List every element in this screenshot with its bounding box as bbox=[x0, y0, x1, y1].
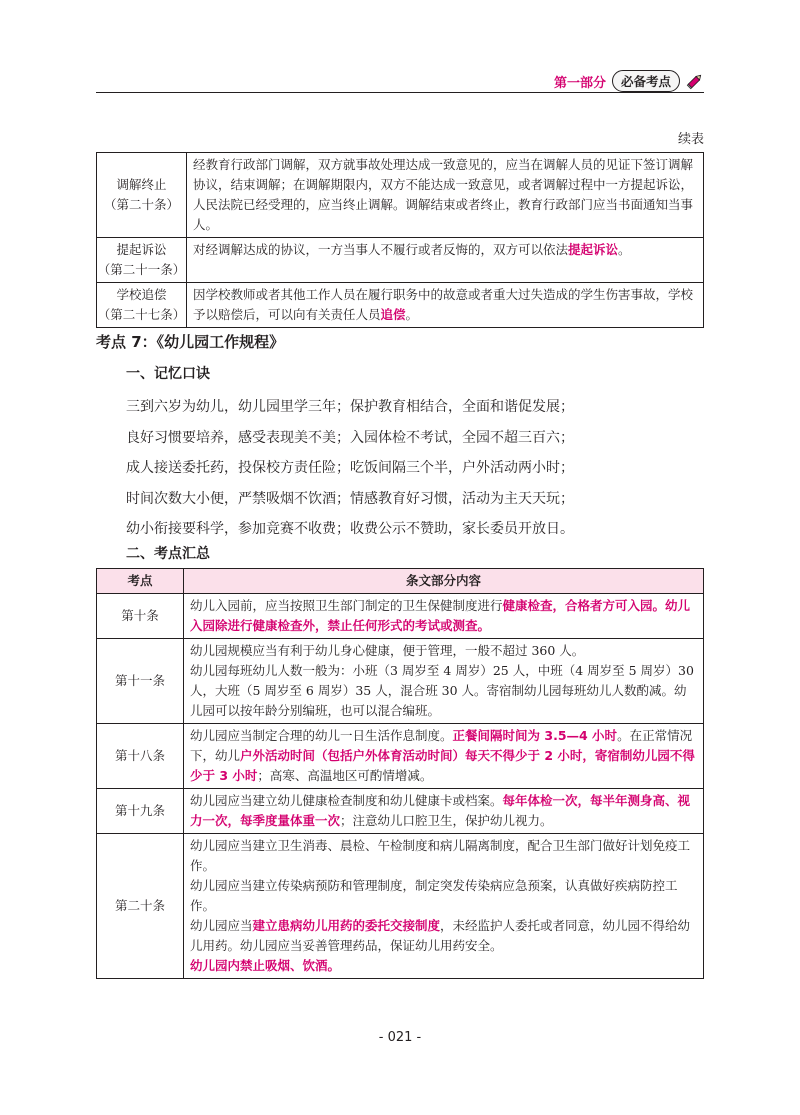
row-key bbox=[97, 283, 187, 328]
content-paragraph bbox=[190, 726, 697, 786]
page-number: - 021 - bbox=[378, 1030, 422, 1045]
header-group bbox=[554, 70, 704, 92]
continued-table bbox=[96, 152, 704, 328]
content-paragraph bbox=[190, 596, 697, 636]
article-cell: 第十条 bbox=[97, 594, 184, 639]
section-badge: 必备考点 bbox=[612, 70, 680, 92]
summary-table bbox=[96, 568, 704, 979]
article-content bbox=[184, 639, 704, 724]
table-row bbox=[97, 238, 704, 283]
body-text: 经教育行政部门调解，双方就事故处理达成一致意见的，应当在调解人员的见证下签订调解协议，结束调解；在调解期限内，双方不能达成一致意见，或者调解过程中一方提起诉讼，人民法院已经受理的，应当终止调解。调解结束或者终止，教育行政部门应当书面通知当事人。 bbox=[193, 157, 694, 232]
table-row bbox=[97, 283, 704, 328]
continued-label: 续表 bbox=[677, 132, 704, 147]
body-text: 幼儿园应当制定合理的幼儿一日生活作息制度。 bbox=[190, 728, 453, 743]
table-row bbox=[97, 724, 704, 789]
row-content bbox=[187, 283, 704, 328]
body-text: 幼儿入园前，应当按照卫生部门制定的卫生保健制度进行 bbox=[190, 598, 503, 613]
row-content bbox=[187, 238, 704, 283]
table-row bbox=[97, 153, 704, 238]
mnemonic-line: 时间次数大小便，严禁吸烟不饮酒；情感教育好习惯，活动为主天天玩； bbox=[126, 490, 574, 507]
mnemonic-line: 三到六岁为幼儿，幼儿园里学三年；保护教育相结合，全面和谐促发展； bbox=[126, 399, 574, 415]
content-paragraph bbox=[190, 876, 697, 916]
row-key-line: （第二十七条） bbox=[97, 307, 186, 322]
body-text: 幼儿园规模应当有利于幼儿身心健康，便于管理，一般不超过 360 人。 bbox=[190, 643, 585, 658]
article-content bbox=[184, 594, 704, 639]
article-cell: 第二十条 bbox=[97, 834, 184, 979]
body-text: 对经调解达成的协议，一方当事人不履行或者反悔的，双方可以依法 bbox=[193, 242, 569, 257]
part-label: 第一部分 bbox=[553, 75, 606, 91]
body-text: 。 bbox=[405, 307, 419, 322]
content-paragraph bbox=[190, 836, 697, 876]
body-text: 。在正常情况下，幼儿 bbox=[190, 728, 693, 763]
table-row bbox=[97, 639, 704, 724]
body-text: 。 bbox=[618, 242, 631, 257]
body-text: 幼儿园应当 bbox=[190, 918, 253, 933]
header-cell-content: 条文部分内容 bbox=[184, 569, 704, 594]
header-cell-point: 考点 bbox=[97, 569, 184, 594]
highlight-text: 幼儿园内禁止吸烟、饮酒。 bbox=[190, 958, 341, 973]
row-key bbox=[97, 238, 187, 283]
header-rule bbox=[96, 92, 704, 93]
body-text: 幼儿园应当建立卫生消毒、晨检、午检制度和病儿隔离制度，配合卫生部门做好计划免疫工作。 bbox=[190, 838, 691, 873]
pencil-icon bbox=[686, 72, 704, 90]
mnemonic-text bbox=[126, 392, 574, 545]
article-content bbox=[184, 724, 704, 789]
body-text: 因学校教师或者其他工作人员在履行职务中的故意或者重大过失造成的学生伤害事故，学校予以赔偿后，可以向有关责任人员 bbox=[193, 287, 694, 322]
table-header-row bbox=[97, 569, 704, 594]
body-text: 幼儿园每班幼儿人数一般为：小班（3 周岁至 4 周岁）25 人，中班（4 周岁至 5 周岁）30 人，大班（5 周岁至 6 周岁）35 人，混合班 30 人。寄宿制幼儿园每班幼儿人数酌减。幼儿园可以按年龄分别编班，也可以混合编班。 bbox=[190, 663, 694, 718]
highlight-text: 追偿 bbox=[380, 307, 406, 322]
body-text: 幼儿园应当建立传染病预防和管理制度，制定突发传染病应急预案，认真做好疾病防控工作。 bbox=[190, 878, 678, 913]
article-cell: 第十一条 bbox=[97, 639, 184, 724]
row-key bbox=[97, 153, 187, 238]
mnemonic-line: 成人接送委托药，投保校方责任险；吃饭间隔三个半，户外活动两小时； bbox=[126, 460, 574, 476]
article-content bbox=[184, 834, 704, 979]
subheading-summary: 二、考点汇总 bbox=[126, 546, 210, 562]
row-key-line: （第二十条） bbox=[103, 197, 179, 212]
article-cell: 第十九条 bbox=[97, 789, 184, 834]
body-text: 幼儿园应当建立幼儿健康检查制度和幼儿健康卡或档案。 bbox=[190, 793, 503, 808]
body-text: ；高寒、高温地区可酌情增减。 bbox=[257, 768, 433, 783]
content-paragraph bbox=[190, 791, 697, 831]
section-title: 考点 7：《幼儿园工作规程》 bbox=[96, 333, 285, 351]
row-content bbox=[187, 153, 704, 238]
article-content bbox=[184, 789, 704, 834]
table-row bbox=[97, 789, 704, 834]
row-key-line: 学校追偿 bbox=[116, 287, 167, 302]
page-header bbox=[96, 66, 704, 94]
table-row bbox=[97, 834, 704, 979]
row-key-line: （第二十一条） bbox=[97, 262, 186, 277]
highlight-text: 提起诉讼 bbox=[568, 242, 619, 257]
content-paragraph bbox=[190, 641, 697, 661]
subheading-mnemonic: 一、记忆口诀 bbox=[126, 366, 210, 382]
mnemonic-line: 幼小衔接要科学，参加竞赛不收费；收费公示不赞助，家长委员开放日。 bbox=[126, 521, 574, 537]
body-text: ，未经监护人委托或者同意，幼儿园不得给幼儿用药。幼儿园应当妥善管理药品，保证幼儿用药安全。 bbox=[190, 918, 691, 953]
table-row bbox=[97, 594, 704, 639]
article-cell: 第十八条 bbox=[97, 724, 184, 789]
mnemonic-line: 良好习惯要培养，感受表现美不美；入园体检不考试，全园不超三百六； bbox=[126, 429, 574, 446]
highlight-text: 健康检查，合格者方可入园。幼儿入园除进行健康检查外，禁止任何形式的考试或测查。 bbox=[190, 598, 691, 633]
highlight-text: 户外活动时间（包括户外体育活动时间）每天不得少于 2 小时，寄宿制幼儿园不得少于 3 小时 bbox=[190, 748, 695, 783]
content-paragraph bbox=[190, 916, 697, 956]
body-text: ；注意幼儿口腔卫生，保护幼儿视力。 bbox=[340, 813, 553, 828]
highlight-text: 建立患病幼儿用药的委托交接制度 bbox=[252, 918, 441, 933]
row-key-line: 提起诉讼 bbox=[116, 242, 167, 257]
highlight-text: 正餐间隔时间为 3.5—4 小时 bbox=[452, 728, 618, 743]
content-paragraph bbox=[190, 661, 697, 721]
content-paragraph bbox=[190, 956, 697, 976]
row-key-line: 调解终止 bbox=[116, 177, 167, 192]
highlight-text: 每年体检一次，每半年测身高、视力一次，每季度量体重一次 bbox=[190, 793, 691, 828]
